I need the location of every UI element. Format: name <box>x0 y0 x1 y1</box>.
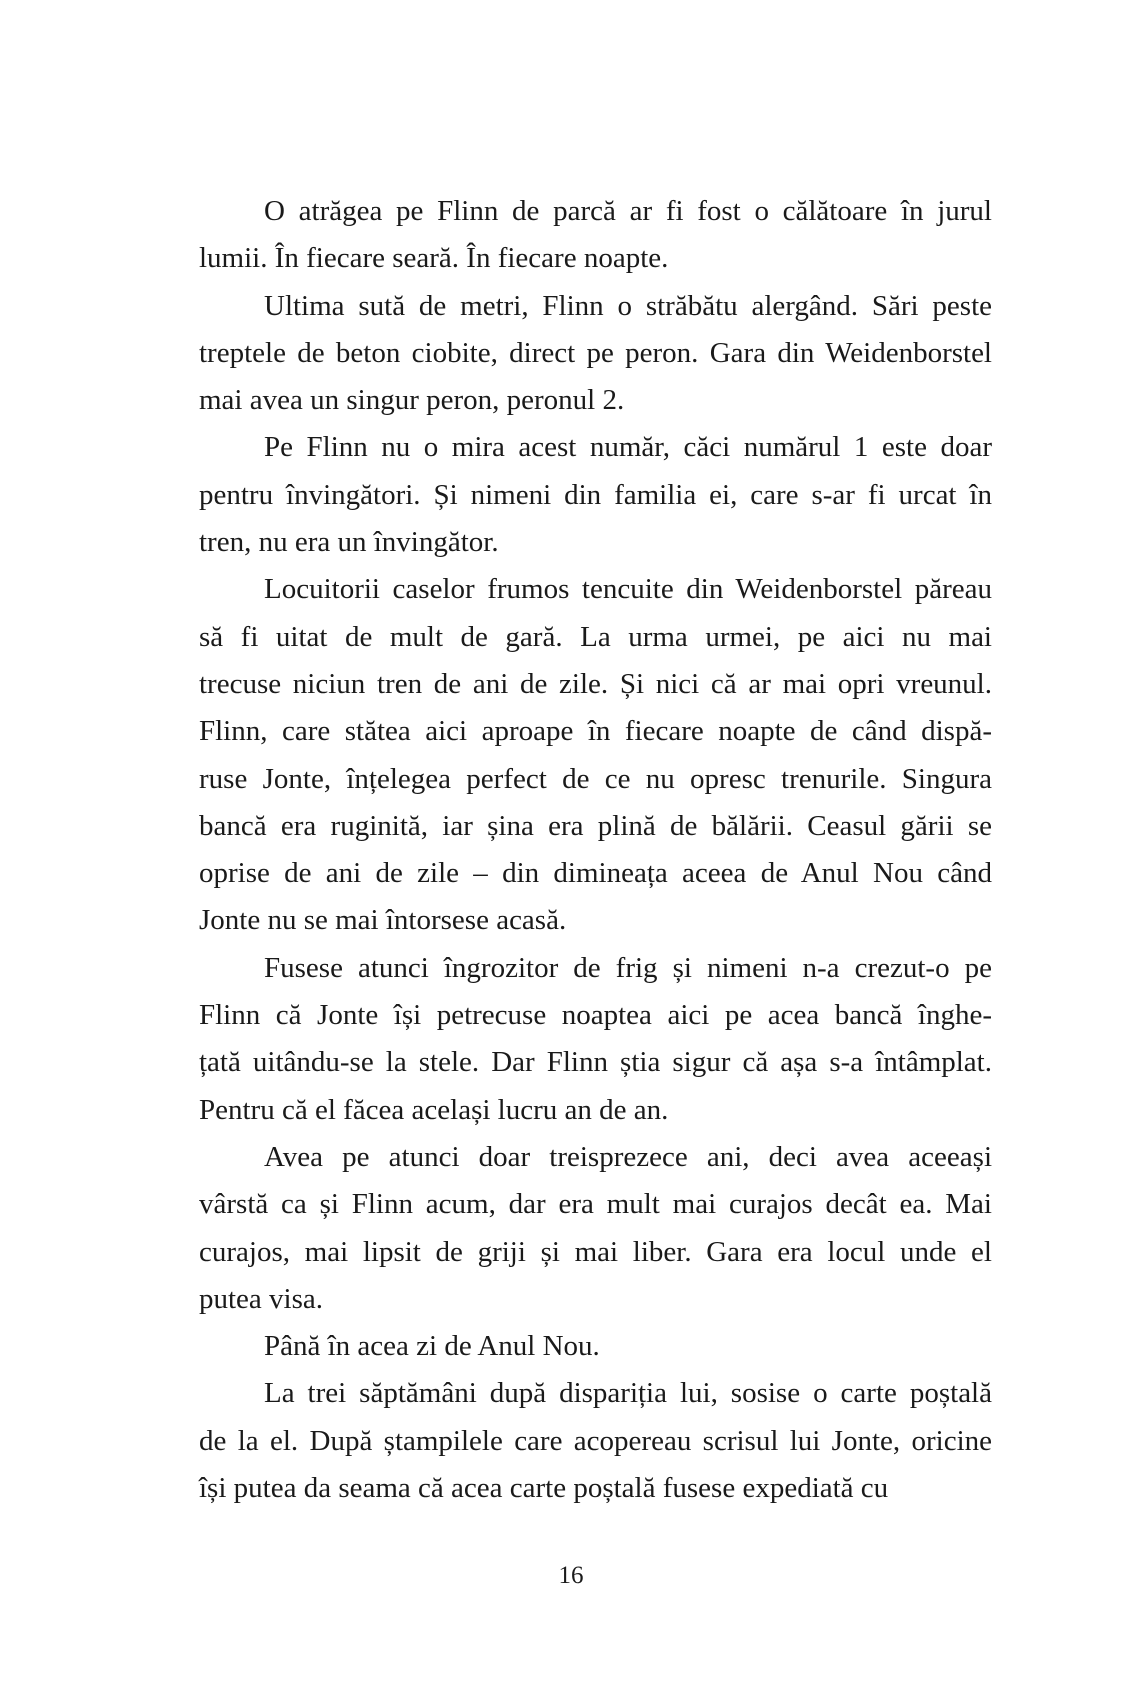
paragraph <box>199 945 992 1134</box>
text-line: Până în acea zi de Anul Nou. <box>264 1330 600 1363</box>
text-line: să fi uitat de mult de gară. La urma urmei, pe aici nu mai <box>199 620 992 653</box>
text-line: vârstă ca și Flinn acum, dar era mult mai curajos decât ea. Mai <box>199 1188 992 1221</box>
paragraph <box>199 1370 992 1512</box>
text-line: Locuitorii caselor frumos tencuite din Weidenborstel păreau <box>264 573 992 606</box>
text-line: oprise de ani de zile – din dimineața aceea de Anul Nou când <box>199 857 992 890</box>
text-line: Fusese atunci îngrozitor de frig și nimeni n-a crezut-o pe <box>264 951 992 984</box>
text-line: trecuse niciun tren de ani de zile. Și nici că ar mai opri vreunul. <box>199 667 992 700</box>
text-line: putea visa. <box>199 1282 324 1315</box>
text-line: tren, nu era un învingător. <box>199 526 499 559</box>
text-line: Ultima sută de metri, Flinn o străbătu alergând. Sări peste <box>264 289 992 322</box>
text-line: pentru învingători. Și nimeni din familia ei, care s-ar fi urcat în <box>199 478 992 511</box>
text-line: își putea da seama că acea carte poștală fusese expediată cu <box>199 1472 889 1505</box>
text-line: Flinn, care stătea aici aproape în fiecare noapte de când dispă- <box>199 715 992 748</box>
text-line: ruse Jonte, înțelegea perfect de ce nu opresc trenurile. Singura <box>199 762 992 795</box>
text-line: O atrăgea pe Flinn de parcă ar fi fost o călătoare în jurul <box>264 195 992 227</box>
text-line: Pentru că el făcea același lucru an de an. <box>199 1093 669 1126</box>
paragraph <box>199 566 992 944</box>
text-line: țată uitându-se la stele. Dar Flinn știa sigur că așa s-a întâmplat. <box>199 1046 992 1079</box>
text-line: treptele de beton ciobite, direct pe peron. Gara din Weidenborstel <box>199 336 992 369</box>
text-line: Jonte nu se mai întorsese acasă. <box>199 904 567 937</box>
body-text <box>199 188 992 1512</box>
text-line: curajos, mai lipsit de griji și mai liber. Gara era locul unde el <box>199 1235 992 1268</box>
text-line: bancă era ruginită, iar șina era plină de bălării. Ceasul gării se <box>199 809 992 842</box>
paragraph <box>199 424 992 566</box>
paragraph <box>199 283 992 425</box>
page-number: 16 <box>558 1562 584 1589</box>
text-line: Pe Flinn nu o mira acest număr, căci numărul 1 este doar <box>264 431 992 464</box>
text-line: mai avea un singur peron, peronul 2. <box>199 384 625 417</box>
text-line: Avea pe atunci doar treisprezece ani, deci avea aceeași <box>264 1140 992 1173</box>
text-line: lumii. În fiecare seară. În fiecare noapte. <box>199 242 669 275</box>
text-line: Flinn că Jonte își petrecuse noaptea aici pe acea bancă înghe- <box>199 999 992 1032</box>
paragraph <box>199 188 992 283</box>
paragraph <box>199 1323 992 1370</box>
paragraph <box>199 1134 992 1323</box>
text-line: de la el. După ștampilele care acopereau scrisul lui Jonte, oricine <box>199 1424 992 1457</box>
text-line: La trei săptămâni după dispariția lui, sosise o carte poștală <box>264 1377 992 1410</box>
